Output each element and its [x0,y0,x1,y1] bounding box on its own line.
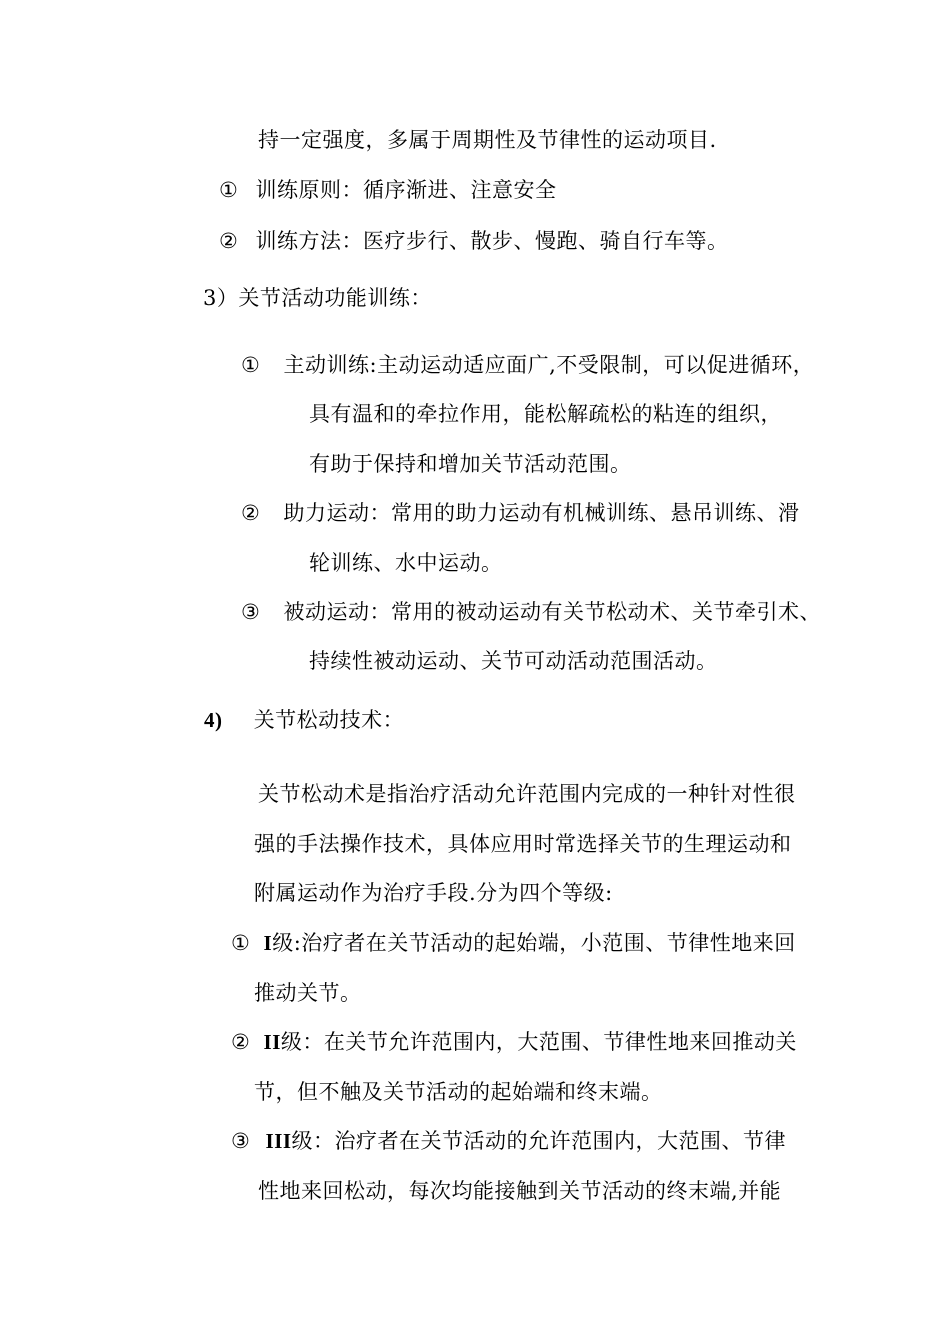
section-heading [204,707,404,733]
list-marker: ② [219,229,239,253]
list-item-continuation: 具有温和的牵拉作用，能松解疏松的粘连的组织， [309,402,782,426]
grade-text: 级：在关节允许范围内，大范围、节律性地来回推动关 [280,1030,797,1054]
grade-continuation: 性地来回松动，每次均能接触到关节活动的终末端,并能 [258,1179,782,1203]
paragraph-line: 强的手法操作技术，具体应用时常选择关节的生理运动和 [254,832,792,856]
grade-label: I [263,931,273,955]
section-heading: 3）关节活动功能训练： [203,286,432,310]
list-item-text: 主动训练:主动运动适应面广,不受限制，可以促进循环， [283,353,815,377]
list-item-continuation: 轮训练、水中运动。 [309,551,503,575]
list-marker: ③ [241,600,261,624]
list-marker: ② [241,501,261,525]
section-number: 4) [204,708,223,732]
list-item-continuation: 有助于保持和增加关节活动范围。 [309,452,632,476]
grade-continuation: 节，但不触及关节活动的起始端和终末端。 [254,1080,663,1104]
list-marker: ① [231,931,251,955]
list-marker: ① [219,178,239,202]
list-marker: ① [241,353,261,377]
grade-item [231,1029,797,1055]
grade-continuation: 推动关节。 [254,981,362,1005]
list-marker: ② [231,1030,251,1054]
grade-item [231,1128,786,1154]
paragraph-line: 附属运动作为治疗手段.分为四个等级: [254,881,613,905]
paragraph-line: 关节松动术是指治疗活动允许范围内完成的一种针对性很 [258,782,796,806]
list-marker: ③ [231,1129,251,1153]
list-item-text: 训练方法：医疗步行、散步、慢跑、骑自行车等。 [255,229,729,253]
grade-text: 级:治疗者在关节活动的起始端，小范围、节律性地来回 [272,931,796,955]
section-title: 关节松动技术： [253,708,405,732]
list-item-text: 训练原则：循序渐进、注意安全 [255,178,557,202]
list-item [241,500,800,526]
list-item-continuation: 持续性被动运动、关节可动活动范围活动。 [309,649,718,673]
list-item [219,228,729,254]
grade-label: III [265,1129,292,1153]
list-item [219,177,557,203]
grade-label: II [263,1030,281,1054]
list-item [241,352,814,378]
grade-item [231,930,796,956]
paragraph-line: 持一定强度，多属于周期性及节律性的运动项目. [258,128,717,152]
list-item-text: 被动运动：常用的被动运动有关节松动术、关节牵引术、 [283,600,822,624]
grade-text: 级：治疗者在关节活动的允许范围内，大范围、节律 [291,1129,787,1153]
list-item [241,599,821,625]
list-item-text: 助力运动：常用的助力运动有机械训练、悬吊训练、滑 [283,501,800,525]
